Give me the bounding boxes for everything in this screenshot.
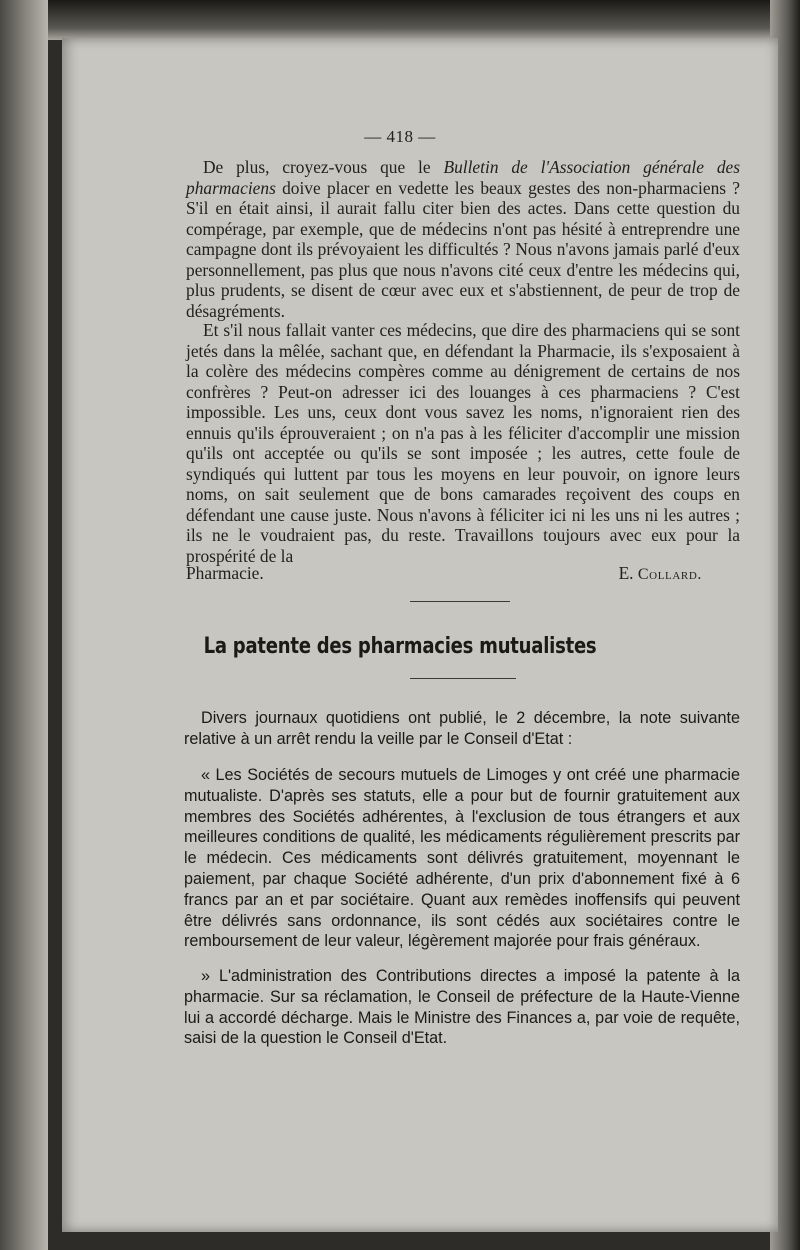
signature-name: Collard. [637, 566, 702, 583]
article-headline: La patente des pharmacies mutualistes [203, 634, 597, 659]
para1-lead: De plus, croyez-vous que le [203, 157, 444, 177]
headline-underline [410, 678, 516, 679]
bulletin-title: Bulletin de l'Association générale des pharmaciens [186, 157, 741, 198]
article1-paragraph-1 [186, 157, 740, 321]
para1-rest: doive placer en vedette les beaux gestes des non-pharmaciens ? S'il en était ainsi, il aurait fallu citer bien des actes. Dans cette question du compérage, par exemple, que de médecins n'ont pas hésité à entreprendre une campagne dont ils prévoyaient les difficultés ? Nous n'avons jamais parlé d'eux personnellement, pas plus que nous n'avons cité ceux d'entre les médecins qui, plus prudents, se disent de cœur avec eux et s'abstiennent, de peur de trop de désagréments. [186, 177, 740, 321]
signature [619, 563, 740, 586]
article1-paragraph-2: Et s'il nous fallait vanter ces médecins, que dire des pharmaciens qui se sont jetés dans la mêlée, sachant que, en défendant la Pharmacie, ils s'exposaient à la colère des médecins compères comme au dénigrement de certains de nos confrères ? Peut-on adresser ici des louanges à ces pharmaciens ? C'est impossible. Les uns, ceux dont vous savez les noms, n'ignoraient rien des ennuis qu'ils éprouveraient ; on n'a pas à les féliciter d'accomplir une mission qu'ils ont acceptée ou qu'ils se sont imposée ; les autres, cette foule de syndiqués qui luttent par tous les moyens en leur pouvoir, on ignore leurs noms, on sait seulement que de bons camarades reçoivent des coups en défendant une cause juste. Nous n'avons à féliciter ici ni les uns ni les autres ; ils ne le voudraient pas, du reste. Travaillons toujours avec eux pour la prospérité de la [186, 320, 740, 566]
page-number: — 418 — [364, 127, 436, 146]
article2-quote-2: » L'administration des Contributions directes a imposé la patente à la pharmacie. Sur sa réclamation, le Conseil de préfecture de la Haute-Vienne lui a accordé décharge. Mais le Ministre des Finances a, par voie de requête, saisi de la question le Conseil d'Etat. [184, 967, 740, 1048]
signature-line [186, 563, 740, 586]
article2-intro: Divers journaux quotidiens ont publié, le 2 décembre, la note suivante relative à un arrêt rendu la veille par le Conseil d'Etat : [184, 709, 740, 748]
book-edge-left [0, 0, 48, 1250]
book-edge-top [0, 0, 800, 40]
last-word: Pharmacie. [186, 563, 264, 583]
signature-initial: E. [618, 563, 634, 583]
article2-quote-1: « Les Sociétés de secours mutuels de Limoges y ont créé une pharmacie mutualiste. D'après ses statuts, elle a pour but de fournir gratuitement aux membres des Sociétés adhérentes, à l'exclusion de tous étrangers et aux meilleures conditions de qualité, les médicaments régulièrement prescrits par le médecin. Ces médicaments sont délivrés gratuitement, moyennant le paiement, par chaque Société adhérente, d'un prix d'abonnement fixé à 6 francs par an et par sociétaire. Quant aux remèdes inoffensifs qui peuvent être délivrés sans ordonnance, ils sont cédés aux sociétaires contre le remboursement de leur valeur, légèrement majorée pour frais généraux. [184, 766, 740, 951]
section-divider [410, 601, 510, 602]
